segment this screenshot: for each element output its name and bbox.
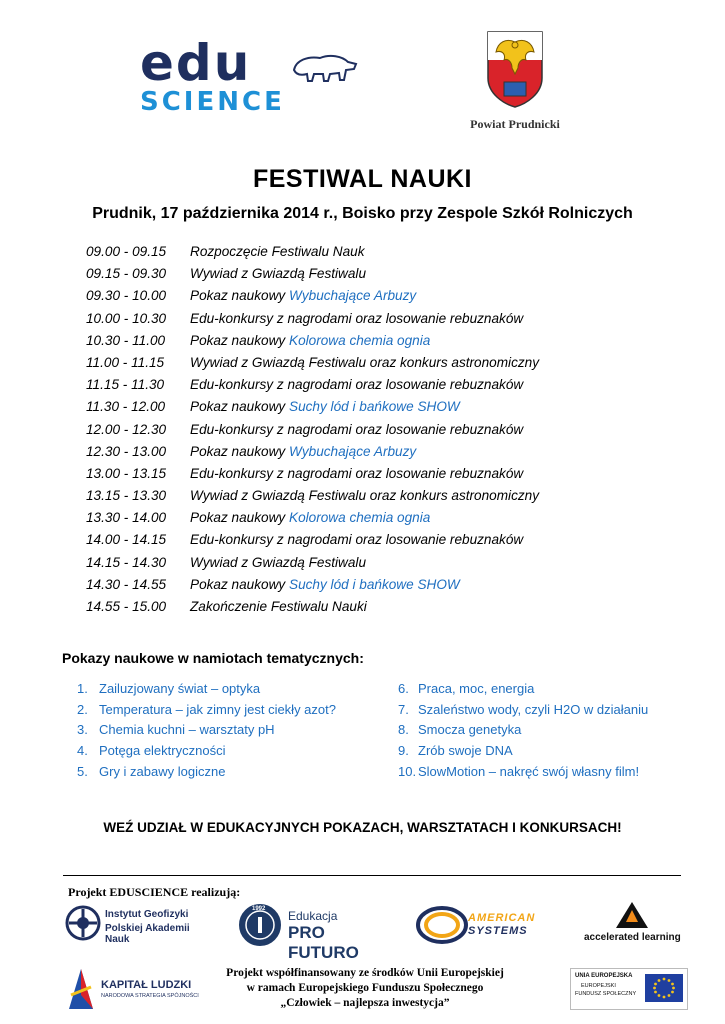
schedule-text: Pokaz naukowy [190,510,289,526]
schedule-show-title: Kolorowa chemia ognia [289,510,431,526]
schedule-row [86,552,686,574]
schedule-time: 14.55 - 15.00 [86,599,167,614]
schedule-time: 14.30 - 14.55 [86,576,167,592]
schedule-time: 09.00 - 09.15 [86,244,167,259]
partner-igf-pan-logo [65,905,215,945]
schedule-time: 10.00 - 10.30 [86,310,167,326]
schedule-row [86,485,686,507]
american-line2: SYSTEMS [468,925,528,937]
igf-line1: Instytut Geofizyki [105,909,189,920]
logo-science-text: SCIENCE [140,87,285,117]
schedule-show-title: Suchy lód i bańkowe SHOW [289,399,460,415]
schedule-text: Wywiad z Gwiazdą Festiwalu [190,554,367,570]
schedule-text: Edu-konkursy z nagrodami oraz losowanie rebuznaków [190,532,524,548]
schedule-time: 13.30 - 14.00 [86,510,167,526]
shows-list-left [77,679,336,782]
schedule-text: Wywiad z Gwiazdą Festiwalu [190,266,367,282]
schedule-text: Wywiad z Gwiazdą Festiwalu oraz konkurs astronomiczny [190,354,540,370]
schedule-time: 09.30 - 10.00 [86,288,167,304]
profuturo-line1: Edukacja [288,909,338,923]
cofinancing-note [200,966,530,1011]
schedule-text: Rozpoczęcie Festiwalu Nauk [190,244,365,259]
schedule-row [86,374,686,396]
schedule-row [86,574,686,596]
schedule-row [86,529,686,551]
accelerated-triangle-icon [614,900,650,930]
ue-line2: EUROPEJSKI [581,983,616,989]
igf-globe-icon [65,905,101,941]
show-number: 9. [398,743,409,759]
coat-of-arms-icon [486,30,544,108]
schedule-time: 12.00 - 12.30 [86,421,167,437]
schedule-time: 11.00 - 11.15 [86,354,165,370]
schedule-row [86,285,686,307]
schedule-text: Zakończenie Festiwalu Nauki [190,599,367,614]
schedule-text: Pokaz naukowy [190,288,289,304]
show-label: Chemia kuchni – warsztaty pH [99,722,275,738]
schedule-time: 14.15 - 14.30 [86,554,167,570]
american-line1: AMERICAN [468,912,536,924]
eu-flag-icon [645,974,683,1002]
schedule-text: Edu-konkursy z nagrodami oraz losowanie rebuznaków [190,421,524,437]
polar-bear-icon [290,48,360,88]
schedule-row [86,507,686,529]
ue-line3: FUNDUSZ SPOŁECZNY [575,991,637,997]
schedule-show-title: Wybuchające Arbuzy [289,288,417,304]
powiat-prudnicki-logo [455,30,575,131]
partner-kapital-ludzki-logo [65,965,200,1013]
show-label: Szaleństwo wody, czyli H2O w działaniu [418,701,649,717]
shows-list-right [398,679,684,782]
show-label: Zrób swoje DNA [418,743,513,759]
schedule-time: 13.00 - 13.15 [86,465,167,481]
kapital-line1: KAPITAŁ LUDZKI [101,979,192,991]
show-label: Gry i zabawy logiczne [99,763,226,779]
schedule-time: 11.15 - 11.30 [86,377,165,393]
show-label: Potęga elektryczności [99,743,226,759]
show-list-item [77,762,336,783]
schedule-time: 14.00 - 14.15 [86,532,167,548]
cofin-line2: w ramach Europejskiego Funduszu Społecznego [246,982,484,994]
show-list-item [398,720,684,741]
schedule-row [86,352,686,374]
kapital-line2: NARODOWA STRATEGIA SPÓJNOŚCI [101,993,199,999]
show-number: 3. [77,722,88,738]
show-list-item [398,762,684,783]
partner-ue-efs-logo [570,968,688,1010]
ue-line1: UNIA EUROPEJSKA [575,973,633,979]
schedule-text: Edu-konkursy z nagrodami oraz losowanie rebuznaków [190,310,524,326]
show-list-item [77,720,336,741]
schedule-time: 11.30 - 12.00 [86,399,166,415]
schedule-row [86,419,686,441]
show-list-item [398,741,684,762]
show-label: Smocza genetyka [418,722,522,738]
show-number: 4. [77,743,88,759]
cofin-line3: „Człowiek – najlepsza inwestycja” [280,997,450,1009]
schedule-row [86,308,686,330]
schedule-time: 12.30 - 13.00 [86,443,167,459]
page-title: FESTIWAL NAUKI [252,165,473,193]
schedule-row [86,396,686,418]
profuturo-year: 1992 [252,906,266,912]
schedule-row [86,263,686,285]
schedule-row [86,463,686,485]
eduscience-logo [140,34,362,117]
logo-edu-text: edu [140,34,252,92]
schedule-text: Pokaz naukowy [190,399,289,415]
partner-accelerated-learning-logo [580,900,690,948]
schedule-row [86,441,686,463]
show-number: 10. [398,763,417,779]
schedule-time: 09.15 - 09.30 [86,266,167,282]
show-list-item [77,700,336,721]
schedule-text: Wywiad z Gwiazdą Festiwalu oraz konkurs astronomiczny [190,488,540,504]
schedule-row [86,596,686,618]
show-label: Zailuzjowany świat – optyka [99,681,261,696]
show-number: 6. [398,681,409,696]
partner-american-systems-logo [416,905,548,945]
powiat-caption: Powiat Prudnicki [470,117,560,131]
schedule-list [86,241,686,618]
schedule-text: Pokaz naukowy [190,332,289,348]
schedule-text: Edu-konkursy z nagrodami oraz losowanie rebuznaków [190,377,524,393]
schedule-show-title: Kolorowa chemia ognia [289,332,431,348]
schedule-text: Edu-konkursy z nagrodami oraz losowanie rebuznaków [190,465,524,481]
schedule-row [86,330,686,352]
igf-line2: Polskiej Akademii Nauk [105,923,190,945]
schedule-show-title: Suchy lód i bańkowe SHOW [289,576,460,592]
profuturo-line2: PRO FUTURO [288,923,359,962]
cofin-line1: Projekt współfinansowany ze środków Unii Europejskiej [226,967,504,979]
page-subtitle: Prudnik, 17 października 2014 r., Boisko przy Zespole Szkół Rolniczych [92,205,633,222]
show-list-item [77,679,336,700]
schedule-time: 13.15 - 13.30 [86,488,167,504]
show-number: 2. [77,701,88,717]
show-label: SlowMotion – nakręć swój własny film! [418,763,640,779]
schedule-row [86,241,686,263]
accelerated-label: accelerated learning [584,932,681,943]
show-number: 5. [77,763,88,779]
show-list-item [398,679,684,700]
partner-profuturo-logo [238,903,398,962]
footer-divider [63,875,681,876]
schedule-text: Pokaz naukowy [190,443,289,459]
schedule-show-title: Wybuchające Arbuzy [289,443,417,459]
show-label: Praca, moc, energia [418,681,535,696]
footer-realizuja: Projekt EDUSCIENCE realizują: [68,885,241,899]
schedule-time: 10.30 - 11.00 [86,332,166,348]
kapital-ludzki-flag-icon [65,965,97,1011]
call-to-action: WEŹ UDZIAŁ W EDUKACYJNYCH POKAZACH, WARSZTATACH I KONKURSACH! [103,820,622,835]
shows-heading: Pokazy naukowe w namiotach tematycznych: [62,650,364,666]
schedule-text: Pokaz naukowy [190,576,289,592]
show-number: 1. [77,681,88,696]
show-list-item [77,741,336,762]
show-number: 7. [398,701,409,717]
show-list-item [398,700,684,721]
show-label: Temperatura – jak zimny jest ciekły azot? [99,701,336,717]
show-number: 8. [398,722,409,738]
